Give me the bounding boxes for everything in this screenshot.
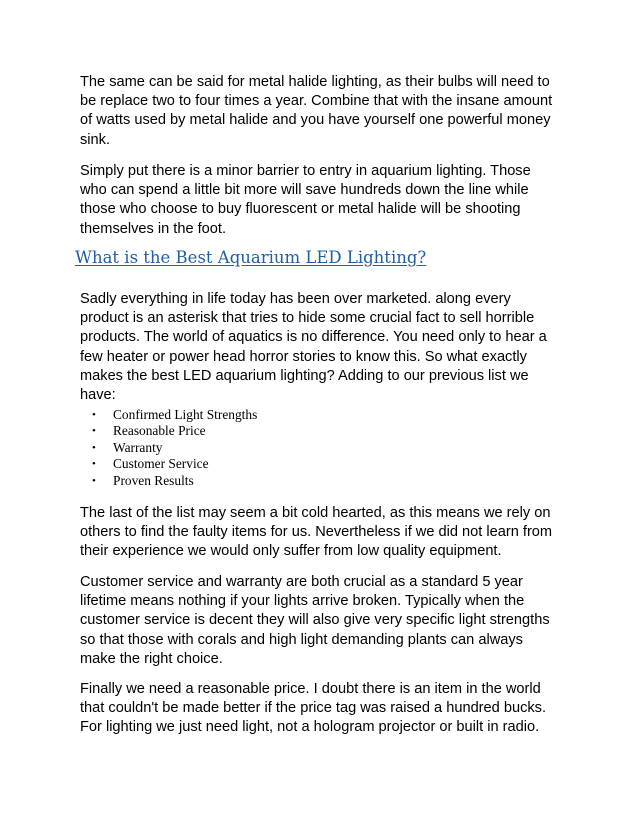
list-item bbox=[92, 407, 257, 423]
bullet-icon: • bbox=[92, 458, 96, 471]
paragraph-customer-service: Customer service and warranty are both crucial as a standard 5 year lifetime means nothing if your lights arrive broken. Typically when the customer service is decent they will also give very specific light strengths so that those with corals and high light demanding plants can always make the right choice. bbox=[80, 574, 550, 667]
bullet-icon: • bbox=[92, 409, 96, 421]
section-heading: What is the Best Aquarium LED Lighting? bbox=[75, 248, 427, 267]
paragraph-reasonable-price: Finally we need a reasonable price. I doubt there is an item in the world that couldn't be made better if the price tag was raised a hundred bucks. For lighting we just need light, not a hologram projector or built in radio. bbox=[80, 681, 547, 736]
paragraph-cold-hearted: The last of the list may seem a bit cold hearted, as this means we rely on others to find the faulty items for us. Nevertheless if we did not learn from their experience we would only suffer from low quality equipment. bbox=[80, 505, 553, 560]
paragraph-over-marketed: Sadly everything in life today has been over marketed. along every product is an asterisk that tries to hide some crucial fact to sell horrible products. The world of aquatics is no difference. You need only to hear a few heater or power head horror stories to know this. So what exactly makes the best LED aquarium lighting? Adding to our previous list we have: bbox=[80, 291, 547, 404]
list-item-label: Reasonable Price bbox=[113, 423, 206, 439]
criteria-list bbox=[92, 407, 257, 489]
list-item bbox=[92, 423, 257, 439]
list-item-label: Customer Service bbox=[113, 456, 209, 472]
bullet-icon: • bbox=[92, 441, 96, 454]
bullet-icon: • bbox=[92, 425, 96, 438]
list-item bbox=[92, 440, 257, 456]
paragraph-barrier-to-entry: Simply put there is a minor barrier to entry in aquarium lighting. Those who can spend a little bit more will save hundreds down the line while those who choose to buy fluorescent or metal halide will be shooting themselves in the foot. bbox=[80, 163, 531, 237]
list-item bbox=[92, 456, 257, 472]
paragraph-metal-halide: The same can be said for metal halide lighting, as their bulbs will need to be replace two to four times a year. Combine that with the insane amount of watts used by metal halide and you have yourself one powerful money sink. bbox=[80, 74, 553, 148]
list-item-label: Warranty bbox=[113, 439, 163, 455]
bullet-icon: • bbox=[92, 474, 96, 487]
list-item-label: Confirmed Light Strengths bbox=[113, 407, 258, 422]
list-item-label: Proven Results bbox=[113, 472, 194, 488]
list-item bbox=[92, 473, 257, 489]
